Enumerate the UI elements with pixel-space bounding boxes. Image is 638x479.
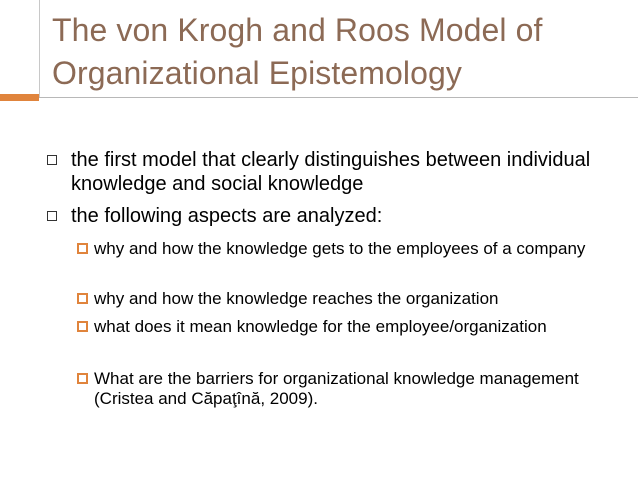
bullet-text: the following aspects are analyzed: bbox=[71, 205, 383, 227]
bullet-item bbox=[47, 148, 627, 196]
sub-bullet-item bbox=[77, 369, 607, 409]
bullet-text: the first model that clearly distinguishes between individual knowledge and social knowledge bbox=[71, 149, 591, 195]
sub-bullet-text: what does it mean knowledge for the employee/organization bbox=[94, 317, 547, 336]
slide-title: The von Krogh and Roos Model of Organizational Epistemology bbox=[52, 12, 543, 91]
sub-bullet-item bbox=[77, 317, 607, 337]
square-sub-bullet-icon bbox=[77, 293, 88, 304]
square-sub-bullet-icon bbox=[77, 321, 88, 332]
square-bullet-icon bbox=[47, 155, 57, 165]
bullet-item bbox=[47, 204, 627, 228]
square-bullet-icon bbox=[47, 211, 57, 221]
square-sub-bullet-icon bbox=[77, 243, 88, 254]
square-sub-bullet-icon bbox=[77, 373, 88, 384]
sub-bullet-text: What are the barriers for organizational knowledge management (Cristea and Căpaţînă, 2009). bbox=[94, 369, 579, 408]
sub-bullet-text: why and how the knowledge reaches the organization bbox=[94, 289, 499, 308]
sub-bullet-item bbox=[77, 289, 607, 309]
sub-bullet-text: why and how the knowledge gets to the employees of a company bbox=[94, 239, 586, 258]
sub-bullet-item bbox=[77, 239, 607, 259]
